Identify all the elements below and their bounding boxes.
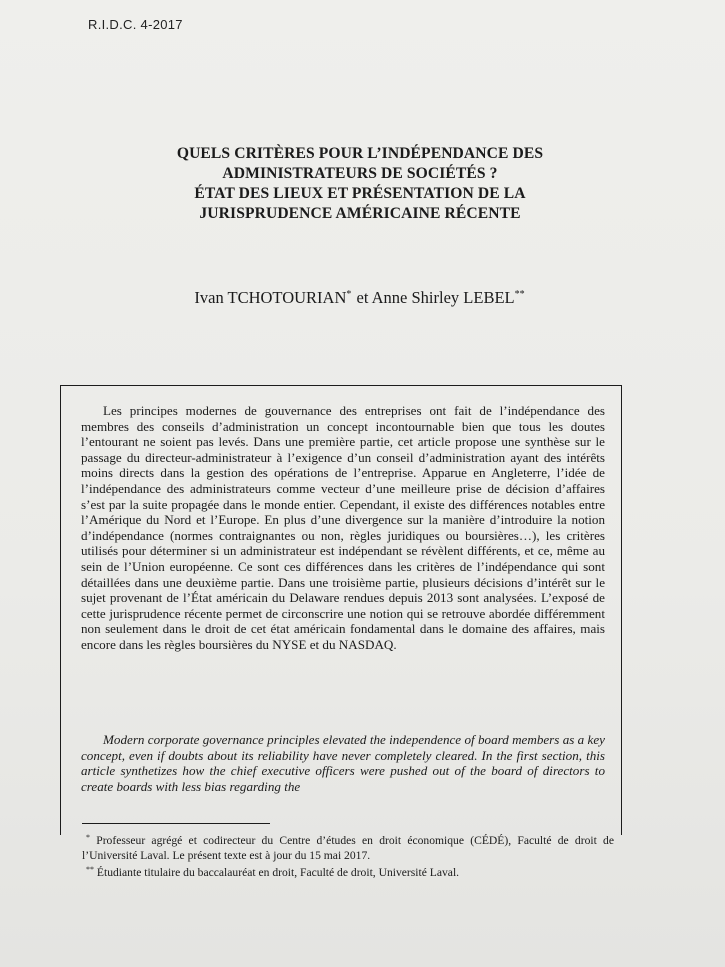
footnote-mark: ** [514,289,525,300]
author-name: Anne Shirley LEBEL [371,288,515,307]
journal-reference: R.I.D.C. 4-2017 [88,17,183,32]
title-line: ÉTAT DES LIEUX ET PRÉSENTATION DE LA [194,185,526,202]
abstract-french: Les principes modernes de gouvernance des entreprises ont fait de l’indépendance des membres des conseils d’administration un concept incontournable bien que tous les doutes l’entourant ne soient pas levés. Dans une première partie, cet article propose une synthèse sur le passage du directeur-administrateur à l’exigence d’un conseil d’administration ayant des intérêts moins directs dans la gestion des opérations de l’entreprise. Apparue en Angleterre, l’idée de l’indépendance des administrateurs comme vecteur d’une meilleure prise de décision d’affaires s’est par la suite propagée dans le monde entier. Cependant, il existe des différences notables entre l’Amérique du Nord et l’Europe. En plus d’une divergence sur la manière d’introduire la notion d’indépendance (normes contraignantes ou non, règles juridiques ou boursières…), les critères utilisés pour déterminer si un administrateur est indépendant se révèlent différents, et ce, même au sein de l’Union européenne. Ce sont ces différences dans les critères de l’indépendance qui sont détaillées dans une deuxième partie. Dans une troisième partie, plusieurs décisions d’intérêt sur le sujet provenant de l’État américain du Delaware rendues depuis 2013 sont analysées. L’exposé de cette jurisprudence récente permet de circonscrire une notion qui se retrouve abordée différemment non seulement dans le droit de cet état américain fondamental dans le domaine des affaires, mais encore dans les règles boursières du NYSE et du NASDAQ. [81,403,605,652]
abstract-box [60,385,622,835]
footnote-text: Étudiante titulaire du baccalauréat en droit, Faculté de droit, Université Laval. [96,866,460,879]
title-line: QUELS CRITÈRES POUR L’INDÉPENDANCE DES [176,145,544,162]
footnote-text: Professeur agrégé et codirecteur du Centre d’études en droit économique (CÉDÉ), Faculté de droit de l’Université Laval. Le présent texte est à jour du 15 mai 2017. [82,834,614,862]
authors-line [100,288,620,308]
title-line: ADMINISTRATEURS DE SOCIÉTÉS ? [222,165,498,182]
footnote [82,830,614,863]
footnote-mark: ** [86,865,94,874]
title-line: JURISPRUDENCE AMÉRICAINE RÉCENTE [199,205,521,222]
article-title [100,144,620,224]
footnote-separator [82,823,270,824]
author-connector: et [352,288,372,307]
abstract-english: Modern corporate governance principles elevated the independence of board members as a key concept, even if doubts about its reliability have never completely cleared. In the first section, this article synthetizes how the chief executive officers were pushed out of the board of directors to create boards with less bias regarding the [81,732,605,794]
author-name: Ivan TCHOTOURIAN [194,288,347,307]
footnote-mark: * [346,289,352,300]
footnote [82,862,614,880]
footnote-mark: * [86,833,90,842]
